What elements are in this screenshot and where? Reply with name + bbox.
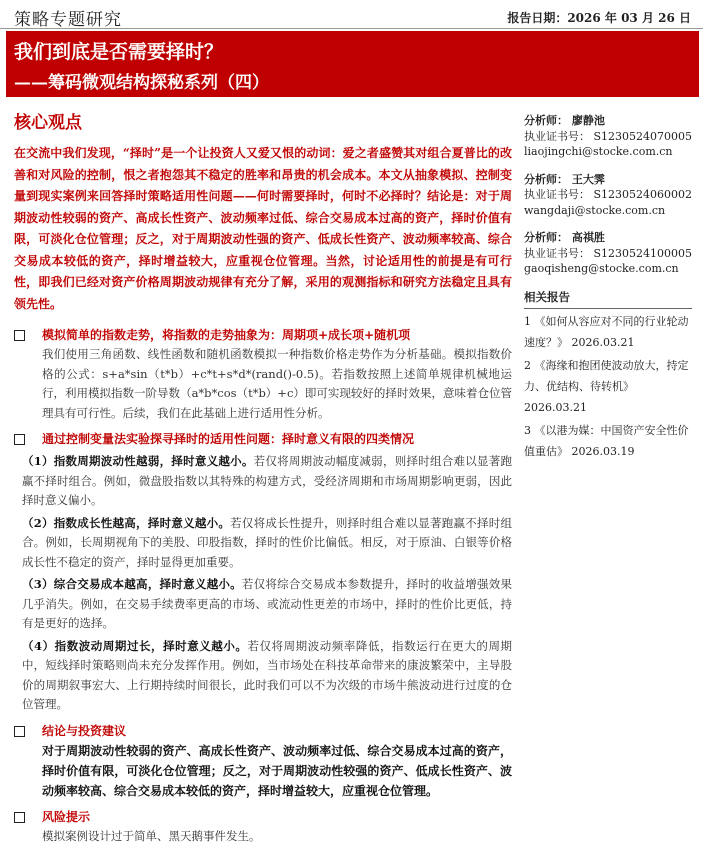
- report-header: [0, 0, 703, 30]
- section-heading: 结论与投资建议: [42, 721, 512, 741]
- related-report-link[interactable]: 1 《如何从容应对不同的行业轮动速度？》 2026.03.21: [524, 311, 692, 353]
- analyst-email[interactable]: wangdaji@stocke.com.cn: [524, 203, 692, 219]
- case-lead: （1）指数周期波动性越弱，择时意义越小。: [22, 454, 254, 468]
- section-body: 我们使用三角函数、线性函数和随机函数模拟一种指数价格走势作为分析基础。模拟指数价格的公式：s+a*sin（t*b）+c*t+s*d*(rand()-0.5)。若指数按照上述简单规律机械地运行，利用模拟指数一阶导数（a*b*cos（t*b）+c）即可实现较好的择时效果，意味着仓位管理具有可行性。后续，我们在此基础上进行适用性分析。: [42, 345, 512, 423]
- square-bullet-icon: [14, 434, 25, 445]
- section-simulation: [14, 325, 512, 423]
- header-divider: [0, 28, 703, 29]
- analyst-license: 执业证书号： S1230524070005: [524, 129, 692, 145]
- risk-body: 模拟案例设计过于简单、黑天鹅事件发生。: [42, 827, 512, 846]
- case-item: [22, 514, 512, 573]
- related-report-link[interactable]: 2 《海缘和抱团使波动放大，持定力、优结构、待转机》 2026.03.21: [524, 355, 692, 418]
- case-text: 若仅将成长性提升，则择时组合难以显著跑赢不择时组合。例如，长周期视角下的美股、印股指数，择时的性价比偏低。相反，对于原油、白银等价格成长性不稳定的资产，择时显得更加重要。: [22, 516, 512, 569]
- section-heading: 通过控制变量法实验探寻择时的适用性问题：择时意义有限的四类情况: [42, 429, 512, 449]
- related-reports-heading: 相关报告: [524, 289, 692, 309]
- related-report-link[interactable]: 3 《以港为媒：中国资产安全性价值重估》 2026.03.19: [524, 420, 692, 462]
- case-item: [22, 575, 512, 634]
- analyst-email[interactable]: liaojingchi@stocke.com.cn: [524, 144, 692, 160]
- analyst-license: 执业证书号： S1230524060002: [524, 187, 692, 203]
- case-text: 若仅将周期波动幅度减弱，则择时组合难以显著跑赢不择时组合。例如，微盘股指数以其特殊的构建方式，受经济周期和市场周期影响更弱，因此择时意义偏小。: [22, 454, 512, 507]
- case-text: 若仅将周期波动频率降低，指数运行在更大的周期中，短线择时策略则尚未充分发挥作用。例如，当市场处在科技革命带来的康波繁荣中，主导股价的周期叙事宏大、上行期持续时间很长，此时我们可以不为次级的市场牛熊波动进行过度的仓位管理。: [22, 639, 512, 712]
- section-conclusion: [14, 721, 512, 741]
- case-lead: （4）指数波动周期过长，择时意义越小。: [22, 639, 247, 653]
- core-heading: 核心观点: [14, 108, 512, 133]
- analyst-license: 执业证书号： S1230524100005: [524, 246, 692, 262]
- case-item: [22, 452, 512, 511]
- analyst-name: 分析师： 高祺胜: [524, 230, 692, 246]
- section-heading: 模拟简单的指数走势，将指数的走势抽象为：周期项+成长项+随机项: [42, 325, 512, 345]
- report-subtitle: ——筹码微观结构探秘系列（四）: [14, 68, 269, 93]
- analyst-name: 分析师： 王大霁: [524, 172, 692, 188]
- analyst-card: [524, 230, 692, 277]
- case-lead: （2）指数成长性越高，择时意义越小。: [22, 516, 230, 530]
- conclusion-body: 对于周期波动性较弱的资产、高成长性资产、波动频率过低、综合交易成本过高的资产，择时价值有限，可淡化仓位管理；反之，对于周期波动性较强的资产、低成长性资产、波动频率较高、综合交易成本较低的资产，择时增益较大，应重视仓位管理。: [42, 741, 512, 801]
- core-summary: 在交流中我们发现，“择时”是一个让投资人又爱又恨的动词：爱之者盛赞其对组合夏普比的改善和对风险的控制，恨之者抱怨其不稳定的胜率和昂贵的机会成本。本文从抽象模拟、控制变量到现实案例来回答择时策略适用性问题——何时需要择时，何时不必择时？结论是：对于周期波动性较弱的资产、高成长性资产、波动频率过低、综合交易成本过高的资产，择时价值有限，可淡化仓位管理；反之，对于周期波动性强的资产、低成长性资产、波动频率较高、综合交易成本较低的资产，择时增益较大，应重视仓位管理。当然，讨论适用性的前提是有可行性，即我们已经对资产价格周期波动规律有充分了解，采用的观测指标和研究方法稳定且具有领先性。: [14, 143, 512, 315]
- report-title: 我们到底是否需要择时？: [14, 37, 223, 64]
- analyst-card: [524, 172, 692, 219]
- title-banner: [6, 31, 699, 97]
- case-lead: （3）综合交易成本越高，择时意义越小。: [22, 577, 242, 591]
- square-bullet-icon: [14, 726, 25, 737]
- case-item: [22, 637, 512, 715]
- section-heading: 风险提示: [42, 807, 512, 827]
- section-risk: [14, 807, 512, 827]
- section-control-variables: [14, 429, 512, 449]
- analyst-card: [524, 113, 692, 160]
- analyst-name: 分析师： 廖静池: [524, 113, 692, 129]
- report-category: 策略专题研究: [14, 5, 122, 30]
- square-bullet-icon: [14, 812, 25, 823]
- square-bullet-icon: [14, 330, 25, 341]
- main-content: [14, 108, 512, 846]
- analyst-email[interactable]: gaoqisheng@stocke.com.cn: [524, 261, 692, 277]
- report-date: 报告日期：2026 年 03 月 26 日: [507, 9, 691, 26]
- case-text: 若仅将综合交易成本参数提升，择时的收益增强效果几乎消失。例如，在交易手续费率更高的市场、或流动性更差的市场中，择时的性价比更低，持有是更好的选择。: [22, 577, 512, 630]
- sidebar: [524, 113, 692, 462]
